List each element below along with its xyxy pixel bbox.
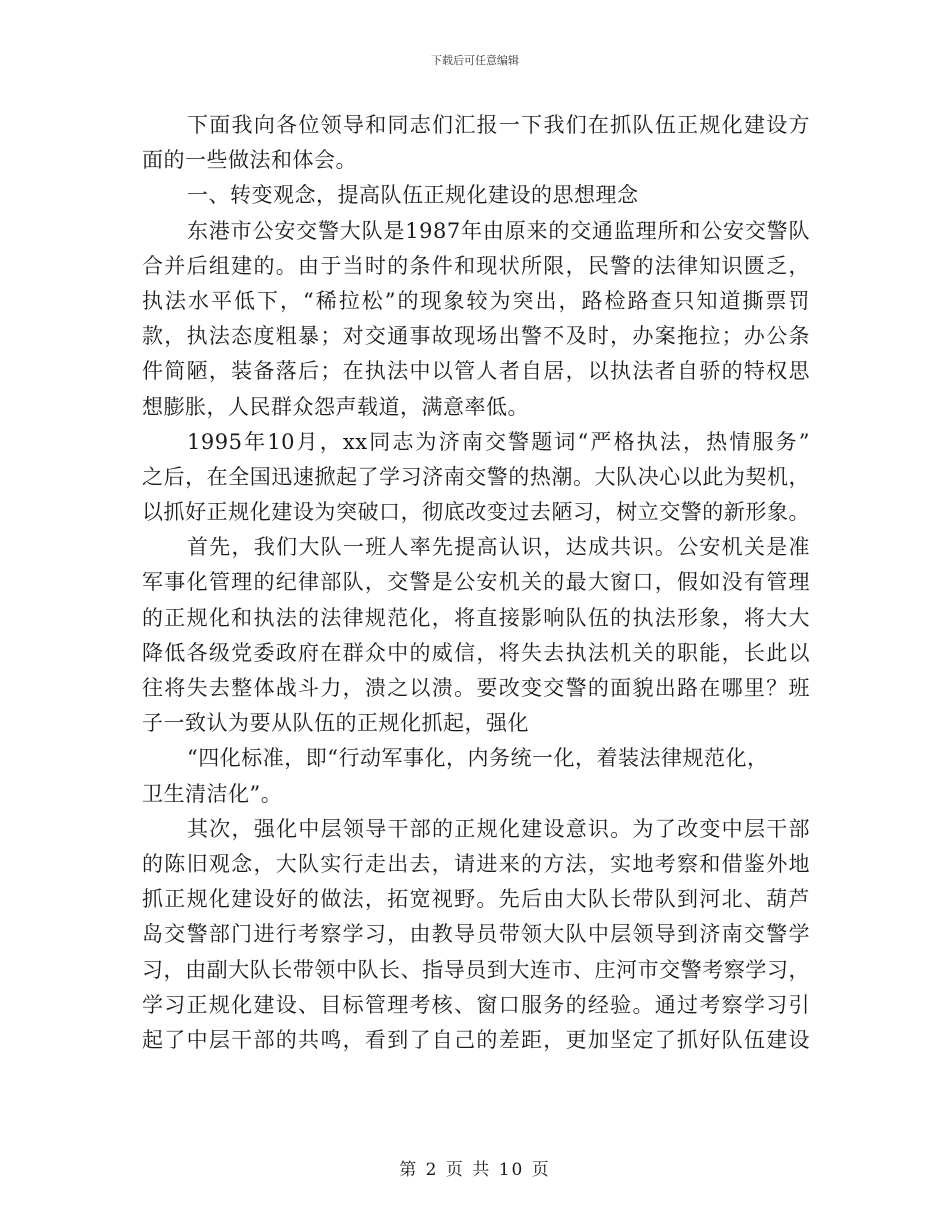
body-line: 往将失去整体战斗力，溃之以溃。要改变交警的面貌出路在哪里？班 <box>142 676 810 700</box>
body-line: 东港市公安交警大队是1987年由原来的交通监理所和公安交警队 <box>187 218 810 243</box>
body-line: 合并后组建的。由于当时的条件和现状所限，民警的法律知识匮乏， <box>142 253 810 278</box>
body-line: 面的一些做法和体会。 <box>142 148 357 173</box>
body-line: 之后，在全国迅速掀起了学习济南交警的热潮。大队决心以此为契机， <box>142 464 810 489</box>
body-line: 卫生清洁化”。 <box>142 781 283 806</box>
body-line: 习，由副大队长带领中队长、指导员到大连市、庄河市交警考察学习， <box>142 957 810 982</box>
body-line: “四化标准，即“行动军事化，内务统一化，着装法律规范化， <box>187 746 769 771</box>
body-line: 学习正规化建设、目标管理考核、窗口服务的经验。通过考察学习引 <box>142 992 810 1017</box>
body-line: 款，执法态度粗暴；对交通事故现场出警不及时，办案拖拉；办公条 <box>142 324 810 349</box>
body-line: 其次，强化中层领导干部的正规化建设意识。为了改变中层干部 <box>187 816 810 841</box>
body-line: 起了中层干部的共鸣，看到了自己的差距，更加坚定了抓好队伍建设 <box>142 1027 810 1052</box>
body-line: 的陈旧观念，大队实行走出去，请进来的方法，实地考察和借鉴外地 <box>142 851 810 876</box>
body-line: 想膨胀，人民群众怨声载道，满意率低。 <box>142 394 529 419</box>
body-line: 军事化管理的纪律部队，交警是公安机关的最大窗口，假如没有管理 <box>142 570 810 595</box>
body-line: 子一致认为要从队伍的正规化抓起，强化 <box>142 711 529 736</box>
body-line: 件简陋，装备落后；在执法中以管人者自居，以执法者自骄的特权思 <box>142 359 810 384</box>
body-line: 执法水平低下，“稀拉松”的现象较为突出，路检路查只知道撕票罚 <box>142 288 810 313</box>
document-body <box>142 108 810 1058</box>
body-line: 一、转变观念，提高队伍正规化建设的思想理念 <box>187 183 639 208</box>
body-line: 岛交警部门进行考察学习，由教导员带领大队中层领导到济南交警学 <box>142 922 810 947</box>
body-line: 抓正规化建设好的做法，拓宽视野。先后由大队长带队到河北、葫芦 <box>142 887 810 912</box>
body-line: 的正规化和执法的法律规范化，将直接影响队伍的执法形象，将大大 <box>142 605 810 630</box>
body-line: 首先，我们大队一班人率先提高认识，达成共识。公安机关是准 <box>187 535 810 560</box>
body-line: 1995年10月，xx同志为济南交警题词“严格执法，热情服务” <box>187 429 810 454</box>
body-line: 以抓好正规化建设为突破口，彻底改变过去陋习，树立交警的新形象。 <box>142 500 810 525</box>
page-header: 下载后可任意编辑 <box>431 54 519 67</box>
body-line: 降低各级党委政府在群众中的威信，将失去执法机关的职能，长此以 <box>142 640 810 665</box>
body-line: 下面我向各位领导和同志们汇报一下我们在抓队伍正规化建设方 <box>187 113 810 137</box>
page-footer: 第 2 页 共 10 页 <box>399 1160 551 1180</box>
